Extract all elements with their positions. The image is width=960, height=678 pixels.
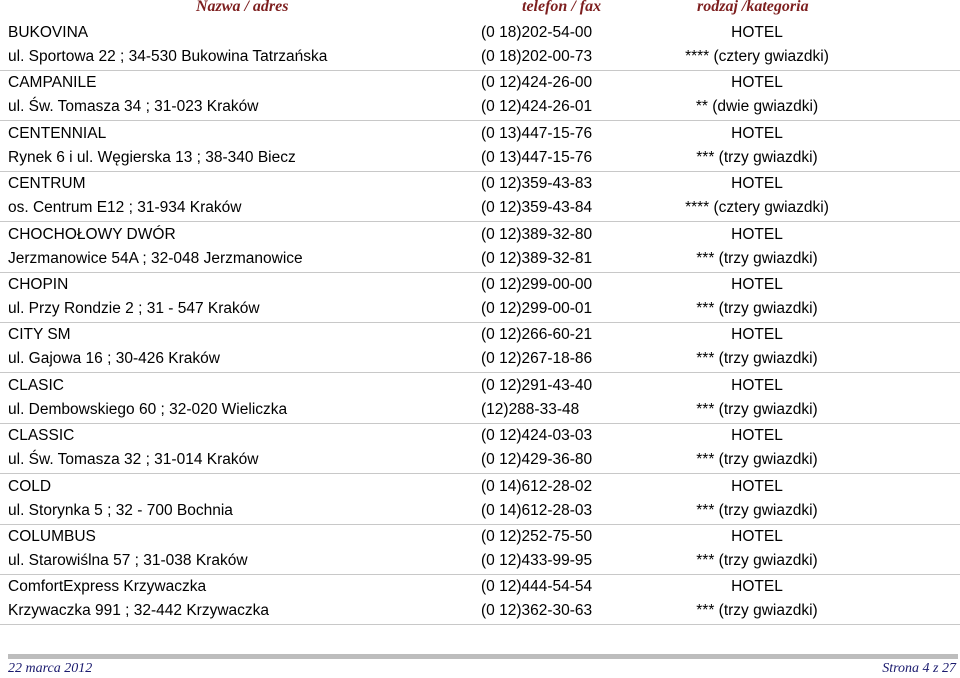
footer-divider [8, 654, 958, 659]
hotel-entry [0, 276, 960, 326]
hotel-fax: (0 12)362-30-63 [481, 602, 593, 620]
hotel-entry [0, 478, 960, 528]
hotel-category: ** (dwie gwiazdki) [695, 98, 819, 116]
hotel-type: HOTEL [731, 528, 783, 545]
hotel-address: ul. Starowiślna 57 ; 31-038 Kraków [8, 552, 248, 569]
row-divider [0, 221, 960, 222]
hotel-entry [0, 226, 960, 276]
hotel-phone: (0 13)447-15-76 [481, 124, 593, 142]
hotel-category: *** (trzy gwiazdki) [696, 300, 818, 317]
hotel-category: *** (trzy gwiazdki) [696, 501, 818, 519]
hotel-phone: (0 12)291-43-40 [481, 376, 593, 394]
header-phone-fax: telefon / fax [522, 0, 602, 15]
hotel-address: os. Centrum E12 ; 31-934 Kraków [8, 199, 242, 217]
hotel-type: HOTEL [731, 175, 783, 193]
hotel-name: BUKOVINA [8, 24, 89, 41]
hotel-name: COLUMBUS [8, 528, 96, 545]
hotel-category: *** (trzy gwiazdki) [696, 451, 818, 469]
hotel-phone: (0 12)389-32-80 [481, 225, 593, 243]
hotel-address: ul. Gajowa 16 ; 30-426 Kraków [8, 350, 220, 368]
hotel-entry [0, 74, 960, 124]
footer-date: 22 marca 2012 [8, 661, 93, 676]
hotel-category: *** (trzy gwiazdki) [696, 350, 818, 368]
row-divider [0, 524, 960, 525]
hotel-name: CLASIC [8, 376, 64, 394]
hotel-entry [0, 377, 960, 427]
hotel-phone: (0 12)299-00-00 [481, 276, 593, 293]
hotel-category: *** (trzy gwiazdki) [696, 552, 818, 569]
hotel-entry [0, 326, 960, 376]
hotel-address: Jerzmanowice 54A ; 32-048 Jerzmanowice [8, 249, 303, 267]
hotel-name: CHOPIN [8, 276, 69, 293]
hotel-category: **** (cztery gwiazdki) [685, 199, 829, 217]
hotel-entry [0, 427, 960, 477]
hotel-fax: (0 12)433-99-95 [481, 552, 593, 569]
row-divider [0, 372, 960, 373]
hotel-type: HOTEL [731, 24, 783, 41]
hotel-entry [0, 24, 960, 74]
hotel-entry [0, 125, 960, 175]
hotel-type: HOTEL [731, 124, 783, 142]
hotel-fax: (12)288-33-48 [481, 400, 580, 418]
hotel-address: Krzywaczka 991 ; 32-442 Krzywaczka [8, 602, 270, 620]
hotel-address: Rynek 6 i ul. Węgierska 13 ; 38-340 Biecz [8, 148, 296, 166]
hotel-fax: (0 12)424-26-01 [481, 98, 593, 116]
hotel-address: ul. Storynka 5 ; 32 - 700 Bochnia [8, 501, 233, 519]
hotel-category: *** (trzy gwiazdki) [696, 148, 818, 166]
header-type-category: rodzaj /kategoria [697, 0, 809, 15]
hotel-name: CAMPANILE [8, 74, 97, 92]
row-divider [0, 120, 960, 121]
hotel-name: CHOCHOŁOWY DWÓR [8, 225, 176, 243]
hotel-entry [0, 528, 960, 578]
hotel-entry [0, 175, 960, 225]
hotel-phone: (0 12)424-26-00 [481, 74, 593, 92]
hotel-fax: (0 12)429-36-80 [481, 451, 593, 469]
hotel-type: HOTEL [731, 225, 783, 243]
hotel-type: HOTEL [731, 477, 783, 495]
hotel-name: ComfortExpress Krzywaczka [8, 578, 207, 596]
hotel-fax: (0 13)447-15-76 [481, 148, 593, 166]
hotel-phone: (0 18)202-54-00 [481, 24, 593, 41]
hotel-address: ul. Przy Rondzie 2 ; 31 - 547 Kraków [8, 300, 260, 317]
header-name-address: Nazwa / adres [196, 0, 289, 15]
hotel-category: **** (cztery gwiazdki) [685, 48, 829, 65]
hotel-name: CENTENNIAL [8, 124, 107, 142]
hotel-phone: (0 12)359-43-83 [481, 175, 593, 193]
hotel-type: HOTEL [731, 276, 783, 293]
hotel-category: *** (trzy gwiazdki) [696, 249, 818, 267]
hotel-phone: (0 12)266-60-21 [481, 326, 593, 344]
hotel-name: CITY SM [8, 326, 71, 344]
hotel-type: HOTEL [731, 74, 783, 92]
hotel-name: CLASSIC [8, 427, 75, 445]
hotel-phone: (0 12)424-03-03 [481, 427, 593, 445]
hotel-fax: (0 12)389-32-81 [481, 249, 593, 267]
row-divider [0, 70, 960, 71]
row-divider [0, 423, 960, 424]
hotel-fax: (0 12)267-18-86 [481, 350, 593, 368]
hotel-address: ul. Św. Tomasza 34 ; 31-023 Kraków [8, 98, 259, 116]
hotel-category: *** (trzy gwiazdki) [696, 602, 818, 620]
hotel-fax: (0 18)202-00-73 [481, 48, 593, 65]
row-divider [0, 272, 960, 273]
hotel-entry [0, 578, 960, 628]
hotel-category: *** (trzy gwiazdki) [696, 400, 818, 418]
hotel-type: HOTEL [731, 427, 783, 445]
hotel-address: ul. Sportowa 22 ; 34-530 Bukowina Tatrzańska [8, 48, 328, 65]
hotel-name: COLD [8, 477, 52, 495]
hotel-phone: (0 12)252-75-50 [481, 528, 593, 545]
hotel-fax: (0 12)359-43-84 [481, 199, 593, 217]
column-header [0, 0, 960, 18]
row-divider [0, 171, 960, 172]
hotel-fax: (0 12)299-00-01 [481, 300, 593, 317]
row-divider [0, 322, 960, 323]
hotel-type: HOTEL [731, 578, 783, 596]
hotel-address: ul. Dembowskiego 60 ; 32-020 Wieliczka [8, 400, 288, 418]
row-divider [0, 574, 960, 575]
footer-page-number: Strona 4 z 27 [882, 661, 956, 676]
hotel-fax: (0 14)612-28-03 [481, 501, 593, 519]
hotel-type: HOTEL [731, 376, 783, 394]
hotel-name: CENTRUM [8, 175, 86, 193]
row-divider [0, 624, 960, 625]
hotel-phone: (0 12)444-54-54 [481, 578, 593, 596]
hotel-type: HOTEL [731, 326, 783, 344]
hotel-phone: (0 14)612-28-02 [481, 477, 593, 495]
hotel-address: ul. Św. Tomasza 32 ; 31-014 Kraków [8, 451, 259, 469]
row-divider [0, 473, 960, 474]
